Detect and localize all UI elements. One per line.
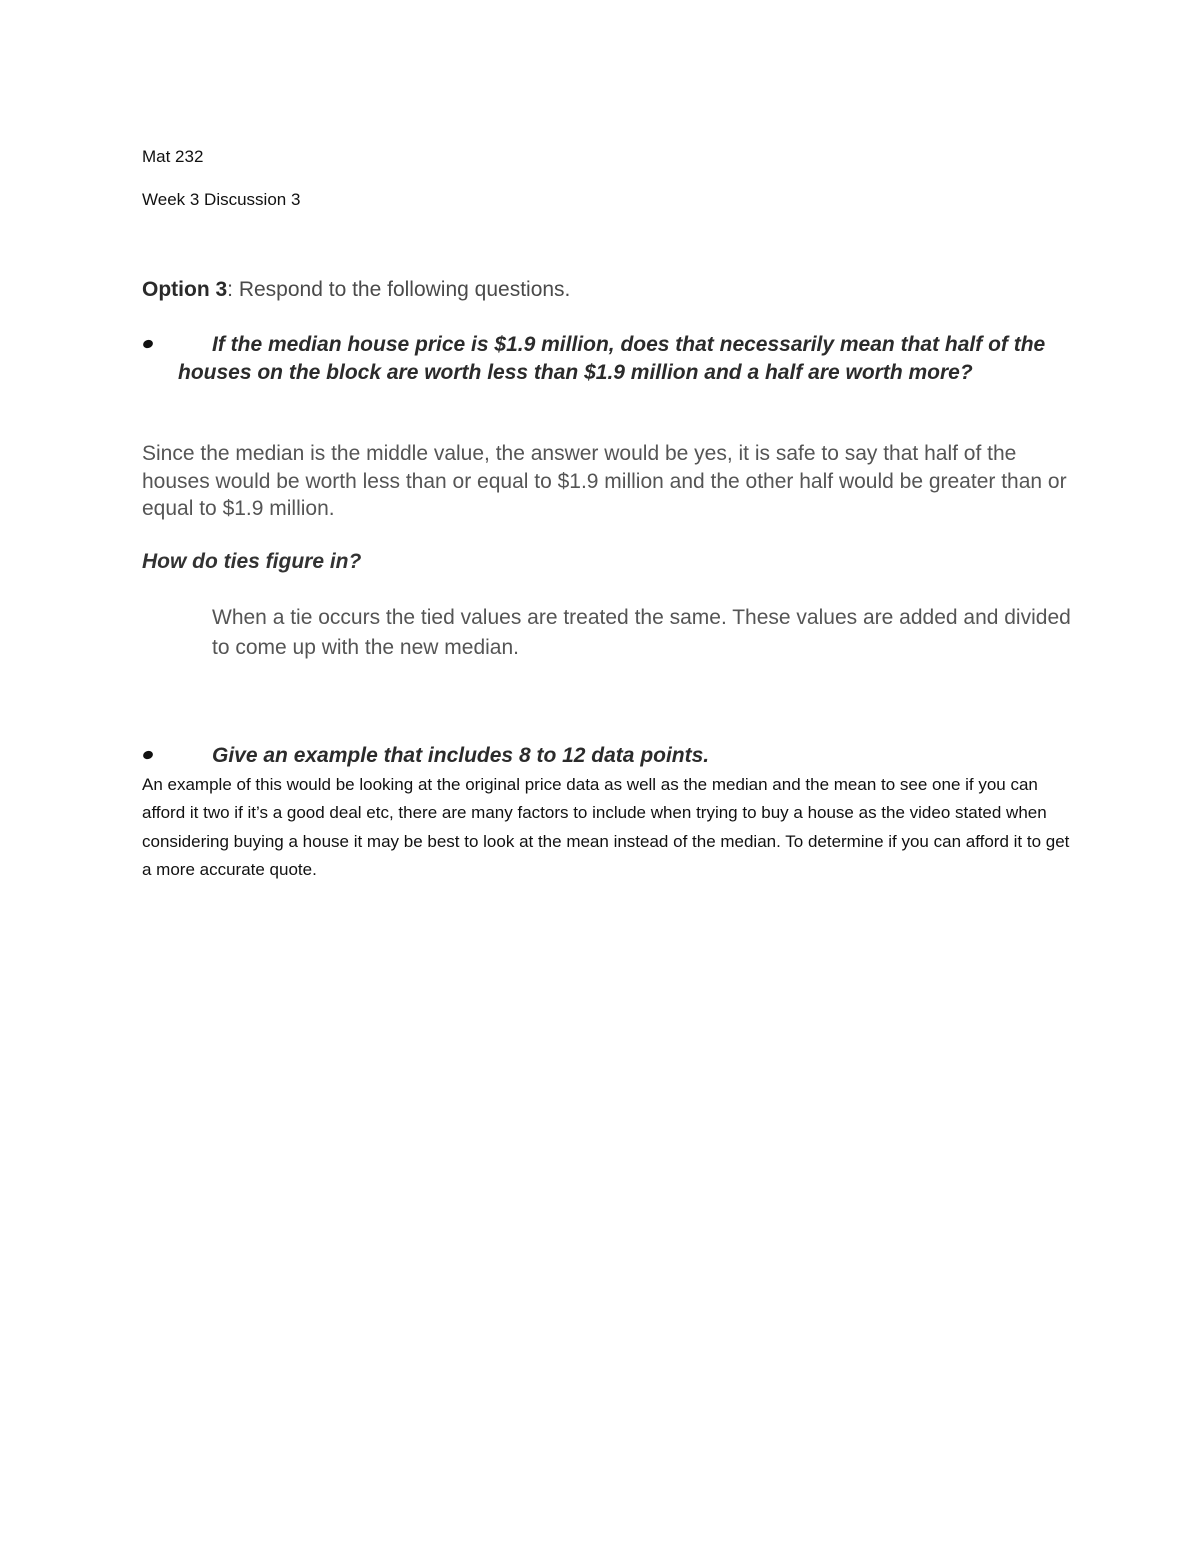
- question-1: If the median house price is $1.9 million, does that necessarily mean that half of the houses on the block are worth less than $1.9 million and a half are worth more?: [178, 333, 1046, 384]
- answer-1: Since the median is the middle value, the answer would be yes, it is safe to say that half of the houses would be worth less than or equal to $1.9 million and the other half would be greater than or equal to $1.9 million.: [142, 442, 1067, 520]
- course-title: Mat 232: [142, 147, 204, 166]
- bullet-icon: [142, 339, 154, 350]
- answer-3: An example of this would be looking at the original price data as well as the median and the mean to see one if you can afford it two if it’s a good deal etc, there are many factors to include when trying to buy a house as the video stated when considering buying a house it may be best to look at the mean instead of the median. To determine if you can afford it to get a more accurate quote.: [142, 775, 1070, 879]
- option-instruction: : Respond to the following questions.: [227, 278, 571, 301]
- option-heading: [142, 277, 570, 303]
- question-3: Give an example that includes 8 to 12 data points.: [212, 744, 710, 767]
- option-label: Option 3: [142, 278, 228, 301]
- bullet-icon: [142, 750, 154, 761]
- assignment-title: Week 3 Discussion 3: [142, 190, 301, 209]
- question-2: How do ties figure in?: [142, 550, 362, 573]
- answer-2: When a tie occurs the tied values are treated the same. These values are added and divided to come up with the new median.: [212, 606, 1071, 659]
